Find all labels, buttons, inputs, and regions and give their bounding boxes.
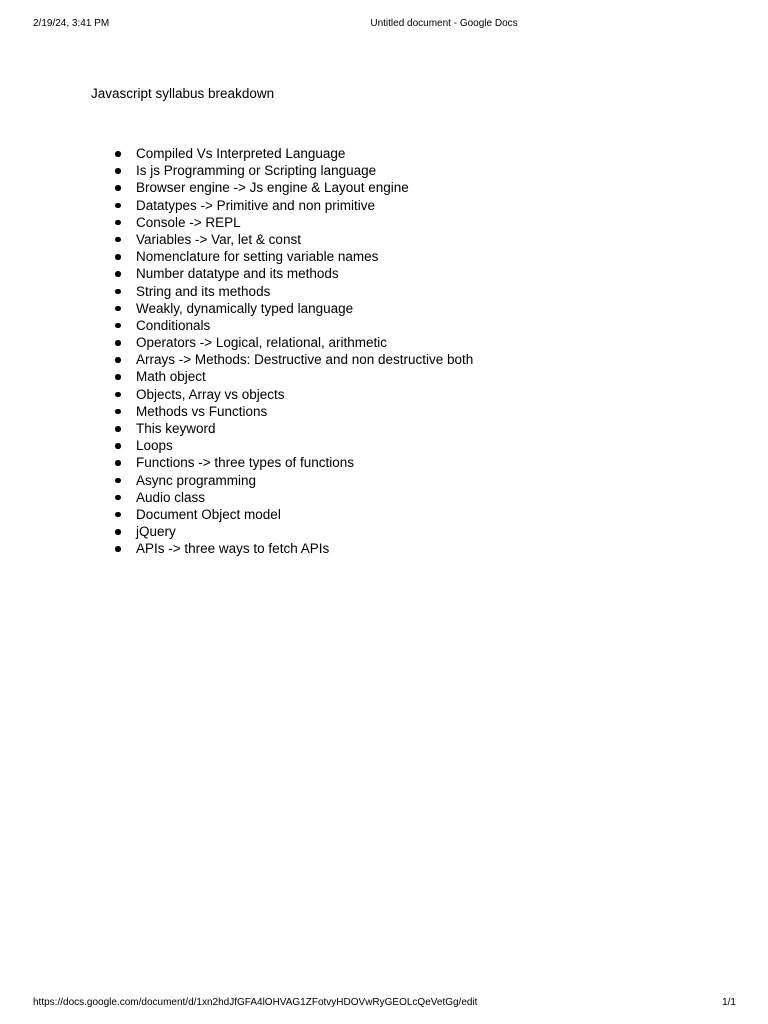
bullet-icon [115,254,121,260]
list-item [0,368,768,385]
list-item-text: Console -> REPL [136,214,241,230]
bullet-icon [115,546,121,552]
bullet-icon [115,151,121,157]
list-item [0,334,768,351]
list-item-text: Browser engine -> Js engine & Layout engine [136,180,409,196]
print-footer [0,996,768,1010]
list-item-text: Is js Programming or Scripting language [136,163,377,179]
bullet-icon [115,495,121,501]
list-item [0,145,768,162]
bullet-icon [115,478,121,484]
bullet-icon [115,460,121,466]
list-item [0,317,768,334]
bullet-icon [115,443,121,449]
list-item-text: Objects, Array vs objects [136,386,285,402]
bullet-icon [115,340,121,346]
list-item [0,540,768,557]
list-item [0,420,768,437]
bullet-icon [115,512,121,518]
bullet-icon [115,374,121,380]
bullet-icon [115,289,121,295]
list-item-text: jQuery [136,524,176,540]
list-item-text: Async programming [136,472,257,488]
list-item [0,403,768,420]
list-item [0,248,768,265]
list-item-text: This keyword [136,421,216,436]
bullet-icon [115,306,121,312]
document-title: Javascript syllabus breakdown [91,86,275,101]
bullet-icon [115,271,121,277]
bullet-icon [115,409,121,415]
list-item-text: APIs -> three ways to fetch APIs [136,541,330,557]
list-item [0,472,768,489]
bullet-icon [115,185,121,191]
page-indicator: 1/1 [722,997,736,1008]
list-item [0,506,768,523]
list-item-text: String and its methods [136,283,271,299]
list-item-text: Number datatype and its methods [136,266,339,282]
bullet-icon [115,426,121,432]
bullet-icon [115,323,121,329]
bullet-icon [115,392,121,398]
list-item [0,300,768,317]
bullet-icon [115,220,121,226]
list-item-text: Math object [136,369,206,385]
list-item [0,283,768,300]
print-url: https://docs.google.com/document/d/1xn2hdJfGFA4lOHVAG1ZFotvyHDOVwRyGEOLcQeVetGg/edit [33,997,478,1008]
list-item-text: Weakly, dynamically typed language [136,300,354,316]
list-item [0,437,768,454]
list-item-text: Arrays -> Methods: Destructive and non destructive both [136,352,474,368]
bullet-icon [115,237,121,243]
list-item-text: Nomenclature for setting variable names [136,249,379,265]
syllabus-bullet-list [0,145,768,558]
list-item [0,162,768,179]
list-item-text: Compiled Vs Interpreted Language [136,146,346,161]
list-item [0,197,768,214]
list-item [0,351,768,368]
bullet-icon [115,203,121,209]
list-item [0,386,768,403]
bullet-icon [115,357,121,363]
list-item [0,265,768,282]
print-date: 2/19/24, 3:41 PM [33,18,110,29]
list-item-text: Audio class [136,489,206,505]
list-item [0,214,768,231]
list-item-text: Methods vs Functions [136,403,268,419]
list-item-text: Operators -> Logical, relational, arithmetic [136,335,387,351]
list-item [0,489,768,506]
print-window-title: Untitled document - Google Docs [370,18,518,29]
list-item [0,231,768,248]
bullet-icon [115,529,121,535]
list-item [0,179,768,196]
bullet-icon [115,168,121,174]
list-item-text: Document Object model [136,506,281,522]
list-item-text: Conditionals [136,317,211,333]
list-item [0,523,768,540]
list-item [0,454,768,471]
list-item-text: Loops [136,438,173,454]
list-item-text: Functions -> three types of functions [136,455,354,471]
list-item-text: Datatypes -> Primitive and non primitive [136,197,375,213]
print-header [0,17,768,31]
list-item-text: Variables -> Var, let & const [136,231,301,247]
